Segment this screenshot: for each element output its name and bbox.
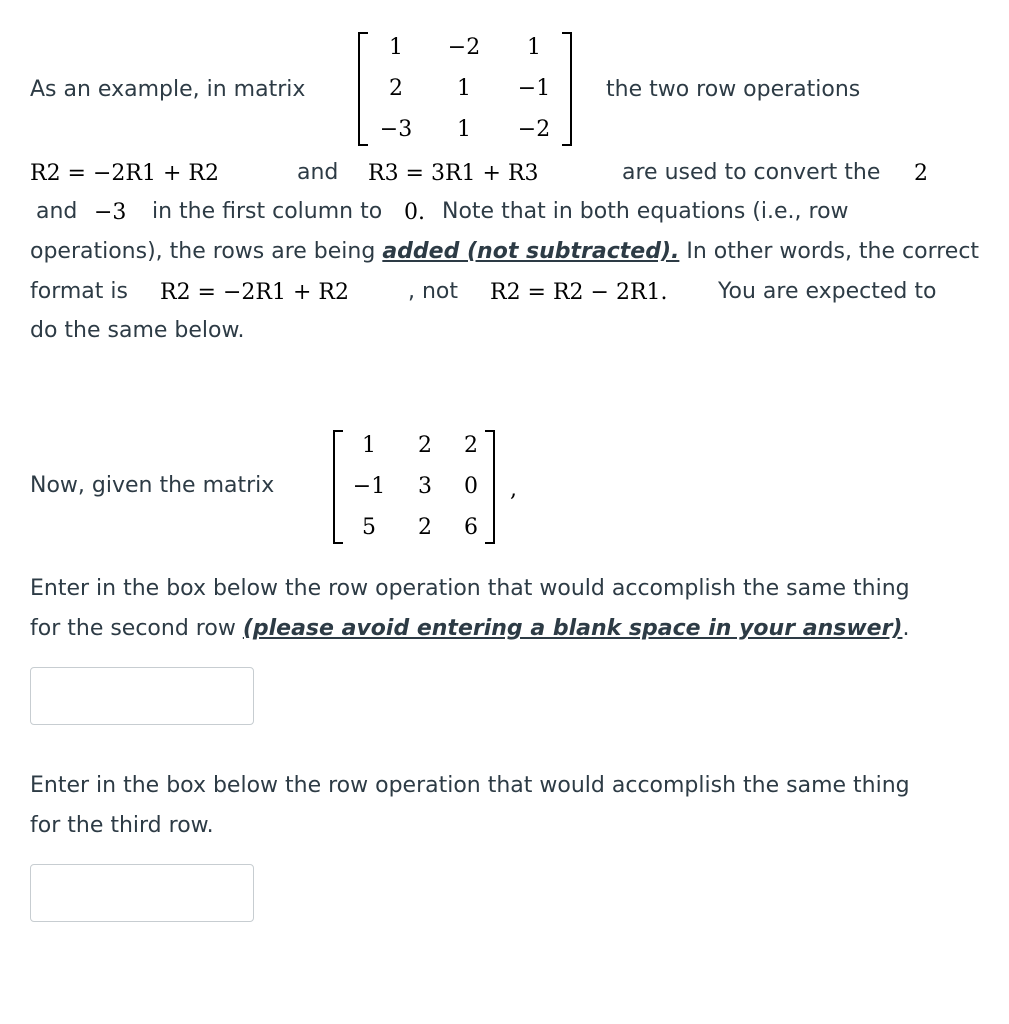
added-emphasis: added (not subtracted). (382, 239, 680, 264)
example-matrix-cell: 1 (389, 35, 403, 60)
given-matrix-cell: 1 (362, 433, 376, 458)
number-zero: 0. (404, 200, 425, 225)
example-matrix-cell: 1 (457, 76, 471, 101)
example-matrix-cell: −2 (517, 117, 551, 142)
format-is-text: format is (30, 279, 128, 304)
example-matrix (358, 32, 572, 146)
example-intro: As an example, in matrix (30, 77, 306, 102)
example-after-matrix: the two row operations (606, 77, 861, 102)
given-matrix (333, 430, 495, 544)
number-2: 2 (914, 161, 928, 186)
correct-format: R2 = −2R1 + R2 (160, 280, 349, 305)
example-matrix-cell: 1 (527, 35, 541, 60)
given-matrix-cell: −1 (352, 474, 386, 499)
second-row-answer-input[interactable] (30, 667, 254, 725)
example-matrix-cell: −1 (517, 76, 551, 101)
example-matrix-cell: −2 (447, 35, 481, 60)
line3-start-text: operations), the rows are being (30, 239, 376, 264)
example-matrix-cell: 1 (457, 117, 471, 142)
expected-text: You are expected to (718, 279, 937, 304)
number-neg3: −3 (94, 200, 127, 225)
given-matrix-cell: 6 (464, 515, 478, 540)
third-row-answer-input[interactable] (30, 864, 254, 922)
given-matrix-cell: 3 (418, 474, 432, 499)
row-op-2: R3 = 3R1 + R3 (368, 161, 539, 186)
given-matrix-cell: 0 (464, 474, 478, 499)
given-matrix-cell: 2 (418, 515, 432, 540)
line3-start (30, 238, 979, 266)
q2-line2: for the third row. (30, 813, 214, 838)
example-matrix-cell: −3 (379, 117, 413, 142)
note-text: Note that in both equations (i.e., row (442, 199, 849, 224)
q1-line1: Enter in the box below the row operation that would accomplish the same thing (30, 576, 910, 601)
do-same-text: do the same below. (30, 318, 245, 343)
given-matrix-cell: 2 (464, 433, 478, 458)
not-text: , not (408, 279, 459, 304)
q1-line2-end: . (902, 616, 910, 641)
given-matrix-cell: 2 (418, 433, 432, 458)
and-text: and (297, 160, 339, 185)
q1-line2 (30, 615, 909, 643)
q2-line1: Enter in the box below the row operation that would accomplish the same thing (30, 773, 910, 798)
and-text-2: and (36, 199, 78, 224)
given-comma: , (510, 477, 517, 502)
row-op-1: R2 = −2R1 + R2 (30, 161, 219, 186)
first-column-text: in the first column to (152, 199, 383, 224)
q1-line2-start: for the second row (30, 616, 236, 641)
given-intro: Now, given the matrix (30, 473, 275, 498)
line3-end-text: In other words, the correct (686, 239, 980, 264)
wrong-format: R2 = R2 − 2R1. (490, 280, 668, 305)
q1-emphasis: (please avoid entering a blank space in your answer) (242, 616, 903, 641)
given-matrix-cell: 5 (362, 515, 376, 540)
example-matrix-cell: 2 (389, 76, 403, 101)
convert-text: are used to convert the (622, 160, 881, 185)
